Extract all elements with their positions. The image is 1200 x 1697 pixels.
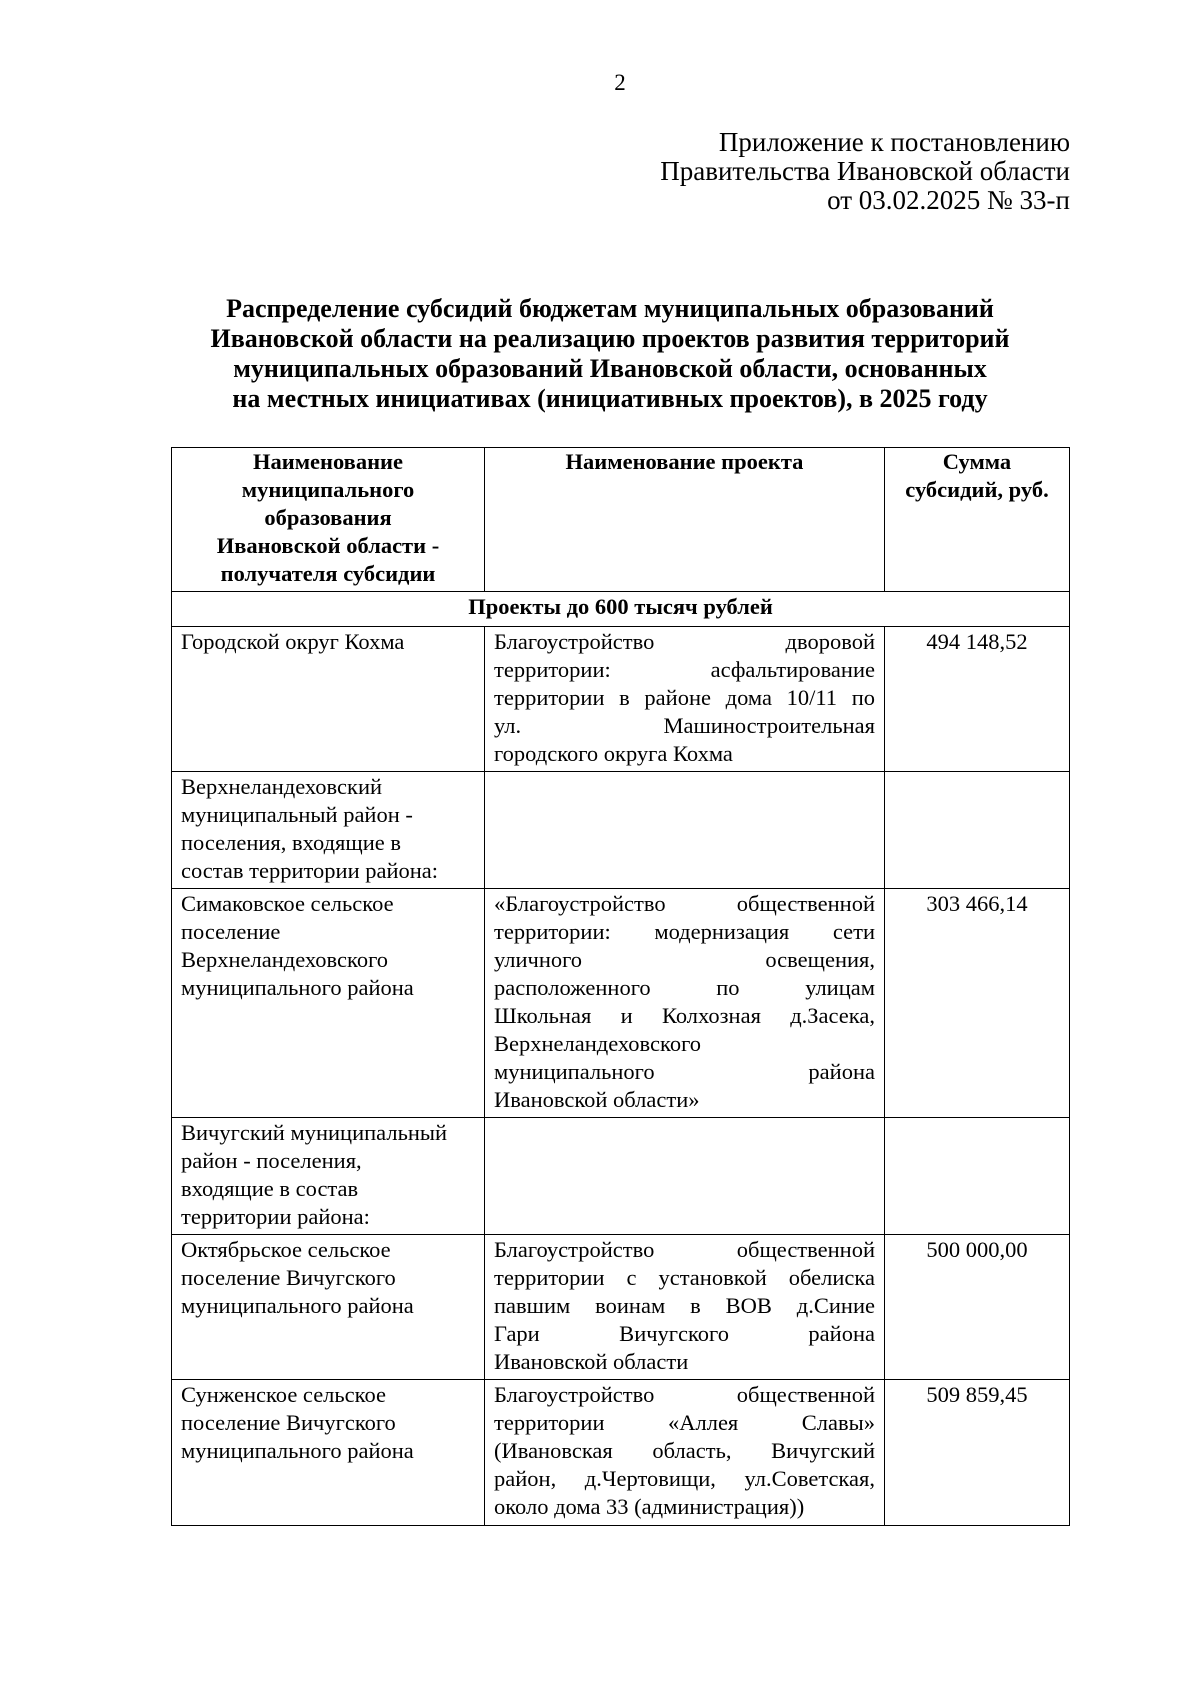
municipality-line: поселение [181, 919, 281, 944]
title-line: муниципальных образований Ивановской области, основанных [233, 354, 987, 383]
municipality-line: территории района: [181, 1204, 370, 1229]
cell-project [485, 627, 885, 772]
table-row [172, 1235, 1070, 1380]
appendix-line: Правительства Ивановской области [660, 156, 1070, 186]
municipality-line: район - поселения, [181, 1148, 362, 1173]
cell-project [485, 1118, 885, 1235]
cell-municipality [172, 772, 485, 889]
table-row [172, 772, 1070, 889]
municipality-line: муниципального района [181, 1293, 414, 1318]
municipality-line: состав территории района: [181, 858, 439, 883]
header-line: муниципального [241, 477, 415, 502]
table-row [172, 627, 1070, 772]
cell-project [485, 1380, 885, 1526]
section-row [172, 592, 1070, 627]
cell-amount: 509 859,45 [885, 1380, 1070, 1526]
municipality-line: Октябрьское сельское [181, 1237, 391, 1262]
municipality-line: поселения, входящие в [181, 830, 402, 855]
table-row [172, 1380, 1070, 1526]
municipality-line: Городской округ Кохма [181, 629, 405, 654]
header-project [485, 448, 885, 592]
cell-amount: 303 466,14 [885, 889, 1070, 1118]
cell-municipality [172, 1118, 485, 1235]
appendix-line: от 03.02.2025 № 33-п [827, 185, 1070, 215]
header-line: Наименование [253, 449, 403, 474]
project-line: (Ивановская область, Вичугский [494, 1438, 875, 1463]
header-line: субсидий, руб. [905, 477, 1049, 502]
municipality-line: поселение Вичугского [181, 1410, 396, 1435]
document-title [150, 294, 1070, 414]
cell-municipality [172, 627, 485, 772]
header-line: Ивановской области - [216, 533, 440, 558]
project-line: Верхнеландеховского [494, 1031, 701, 1056]
header-line: Наименование проекта [565, 449, 804, 474]
header-line: Сумма [942, 449, 1012, 474]
municipality-line: Симаковское сельское [181, 891, 394, 916]
project-line: территории в районе дома 10/11 по [494, 685, 875, 710]
project-line: Ивановской области» [494, 1087, 700, 1112]
municipality-line: муниципального района [181, 1438, 414, 1463]
cell-amount: 494 148,52 [885, 627, 1070, 772]
title-line: на местных инициативах (инициативных проектов), в 2025 году [232, 384, 988, 413]
table-body [172, 592, 1070, 1526]
municipality-line: Вичугский муниципальный [181, 1120, 448, 1145]
project-line: павшим воинам в ВОВ д.Синие [494, 1293, 875, 1318]
project-line: район, д.Чертовищи, ул.Советская, [494, 1466, 875, 1491]
project-line: территории «Аллея Славы» [494, 1410, 875, 1435]
project-line: около дома 33 (администрация)) [494, 1494, 805, 1519]
subsidies-table [171, 447, 1070, 1526]
project-line: Благоустройство общественной [494, 1237, 875, 1262]
municipality-line: поселение Вичугского [181, 1265, 396, 1290]
cell-municipality [172, 1380, 485, 1526]
table-header-row [172, 448, 1070, 592]
page-number: 2 [614, 70, 626, 95]
project-line: «Благоустройство общественной [494, 891, 875, 916]
project-line: уличного освещения, [494, 947, 875, 972]
title-line: Распределение субсидий бюджетам муниципальных образований [226, 294, 994, 323]
municipality-line: муниципального района [181, 975, 414, 1000]
cell-municipality [172, 889, 485, 1118]
project-line: Благоустройство дворовой [494, 629, 875, 654]
cell-municipality [172, 1235, 485, 1380]
table-row [172, 1118, 1070, 1235]
appendix-reference [660, 128, 1070, 215]
header-line: образования [264, 505, 392, 530]
appendix-line: Приложение к постановлению [718, 127, 1070, 157]
project-line: территории с установкой обелиска [494, 1265, 875, 1290]
municipality-line: входящие в состав [181, 1176, 359, 1201]
project-line: Ивановской области [494, 1349, 689, 1374]
cell-project [485, 889, 885, 1118]
municipality-line: муниципальный район - [181, 802, 413, 827]
project-line: расположенного по улицам [494, 975, 875, 1000]
header-amount [885, 448, 1070, 592]
title-line: Ивановской области на реализацию проектов развития территорий [210, 324, 1010, 353]
header-municipality [172, 448, 485, 592]
project-line: территории: модернизация сети [494, 919, 875, 944]
header-line: получателя субсидии [220, 561, 436, 586]
cell-amount [885, 1118, 1070, 1235]
project-line: территории: асфальтирование [494, 657, 875, 682]
table-row [172, 889, 1070, 1118]
municipality-line: Верхнеландеховский [181, 774, 383, 799]
municipality-line: Верхнеландеховского [181, 947, 388, 972]
cell-amount: 500 000,00 [885, 1235, 1070, 1380]
project-line: муниципального района [494, 1059, 875, 1084]
project-line: городского округа Кохма [494, 741, 733, 766]
project-line: Школьная и Колхозная д.Засека, [494, 1003, 875, 1028]
section-heading: Проекты до 600 тысяч рублей [172, 592, 1070, 627]
cell-project [485, 772, 885, 889]
cell-project [485, 1235, 885, 1380]
cell-amount [885, 772, 1070, 889]
project-line: Благоустройство общественной [494, 1382, 875, 1407]
project-line: ул. Машиностроительная [494, 713, 875, 738]
project-line: Гари Вичугского района [494, 1321, 875, 1346]
municipality-line: Сунженское сельское [181, 1382, 386, 1407]
